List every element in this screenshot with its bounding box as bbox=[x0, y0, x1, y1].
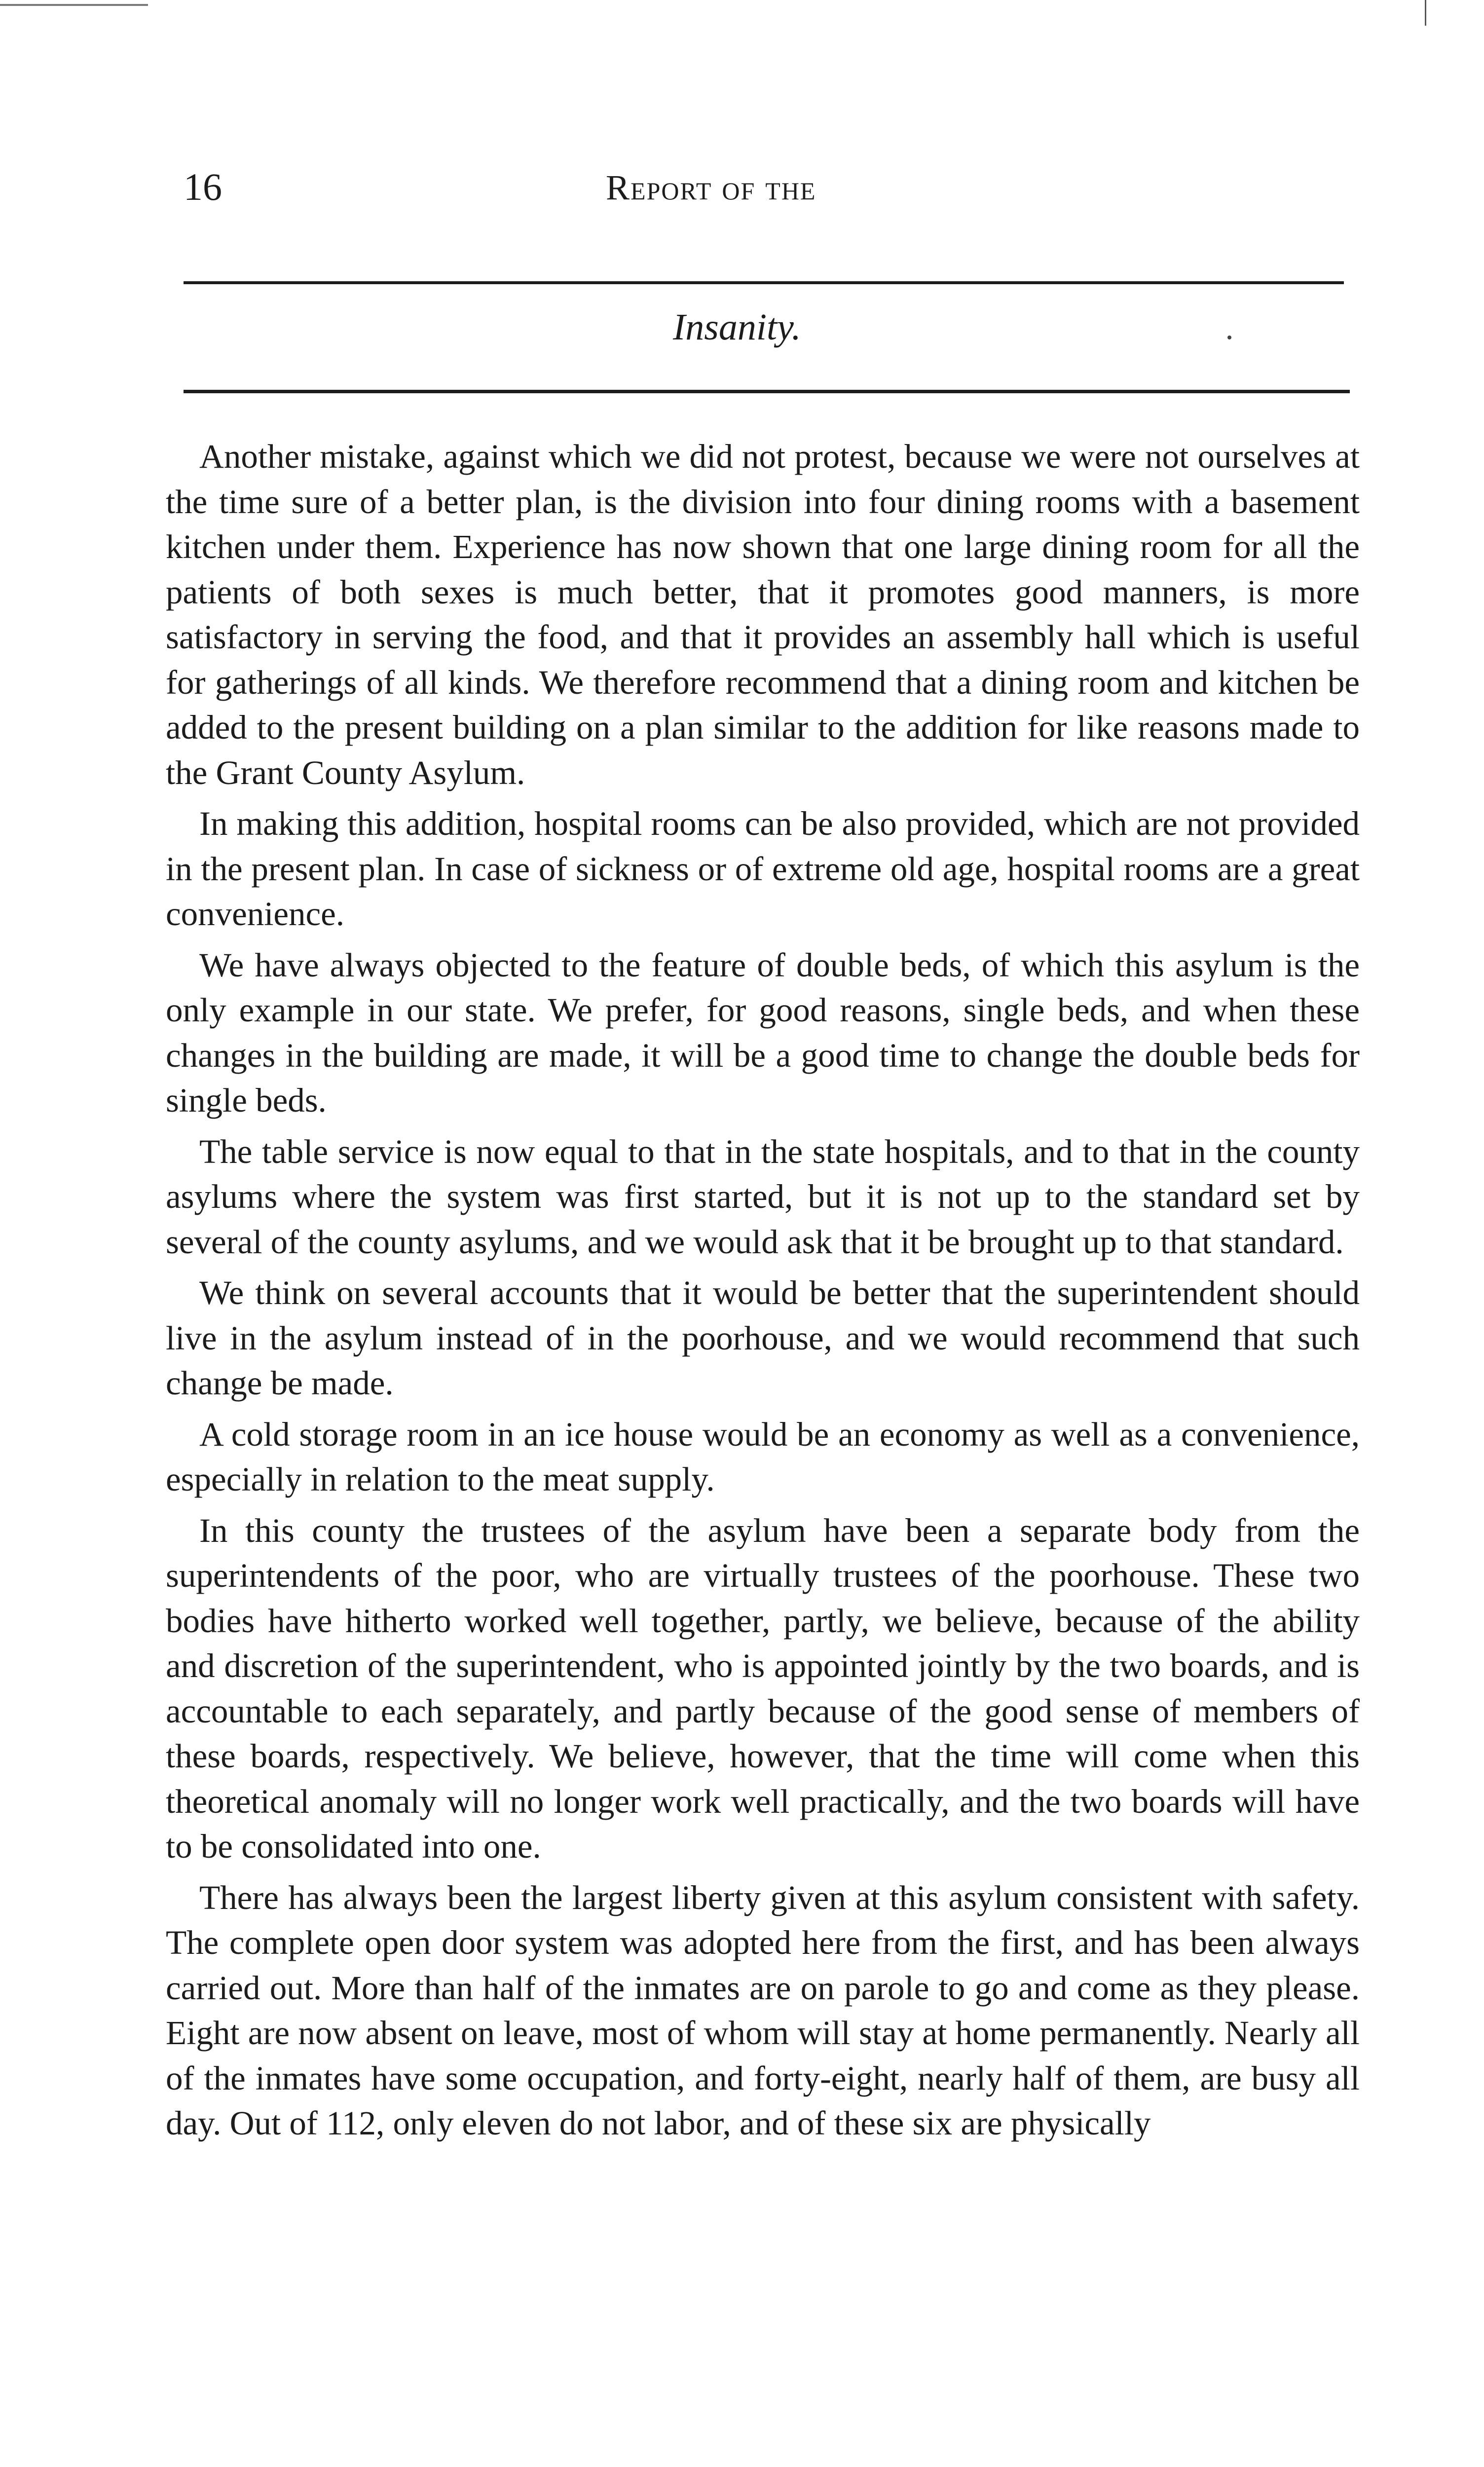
paragraph-double-beds: We have always objected to the feature of double beds, of which this asylum is the only example in our state. We prefer, for good reasons, single beds, and when these changes in the building are made, it will be a good time to change the double beds for single beds. bbox=[166, 946, 1360, 1119]
paragraph-cold-storage: A cold storage room in an ice house would be an economy as well as a convenience, especially in relation to the meat supply. bbox=[166, 1415, 1360, 1498]
scan-edge-mark bbox=[0, 4, 148, 6]
header-rule-bottom bbox=[184, 390, 1350, 393]
scan-edge-tick bbox=[1425, 0, 1426, 26]
paragraph-liberty: There has always been the largest liberty given at this asylum consistent with safety. The complete open door system was adopted here from the first, and has been always carried out. More than half of the inmates are on parole to go and come as they please. Eight are now absent on leave, most of whom will stay at home permanently. Nearly all of the inmates have some occupation, and forty-eight, nearly half of them, are busy all day. Out of 112, only eleven do not labor, and of these six are physically bbox=[166, 1878, 1360, 2142]
paragraph-trustees: In this county the trustees of the asylum have been a separate body from the superintendents of the poor, who are virtually trustees of the poorhouse. These two bodies have hitherto worked well together, partly, we believe, because of the ability and discretion of the superintendent, who is appointed jointly by the two boards, and is accountable to each separately, and partly because of the good sense of members of these boards, respectively. We believe, however, that the time will come when this theoretical anomaly will no longer work well practically, and the two boards will have to be consolidated into one. bbox=[166, 1511, 1360, 1865]
page-number: 16 bbox=[184, 165, 222, 208]
header-rule-top bbox=[184, 281, 1344, 284]
section-title: Insanity. bbox=[673, 306, 801, 348]
body-text bbox=[166, 434, 1360, 2152]
paragraph-dining-rooms: Another mistake, against which we did not protest, because we were not ourselves at the time sure of a better plan, is the division into four dining rooms with a basement kitchen under them. Experience has now shown that one large dining room for all the patients of both sexes is much better, that it promotes good manners, is more satisfactory in serving the food, and that it provides an assembly hall which is useful for gatherings of all kinds. We therefore recommend that a dining room and kitchen be added to the present building on a plan similar to the addition for like reasons made to the Grant County Asylum. bbox=[166, 438, 1360, 791]
paragraph-superintendent-residence: We think on several accounts that it would be better that the superintendent should live in the asylum instead of in the poorhouse, and we would recommend that such change be made. bbox=[166, 1274, 1360, 1402]
paragraph-hospital-rooms: In making this addition, hospital rooms can be also provided, which are not provided in the present plan. In case of sickness or of extreme old age, hospital rooms are a great convenience. bbox=[166, 805, 1360, 933]
scan-speck bbox=[1227, 336, 1231, 339]
running-head: Report of the bbox=[606, 168, 816, 207]
paragraph-table-service: The table service is now equal to that in the state hospitals, and to that in the county asylums where the system was first started, but it is not up to the standard set by several of the county asylums, and we would ask that it be brought up to that standard. bbox=[166, 1132, 1360, 1261]
